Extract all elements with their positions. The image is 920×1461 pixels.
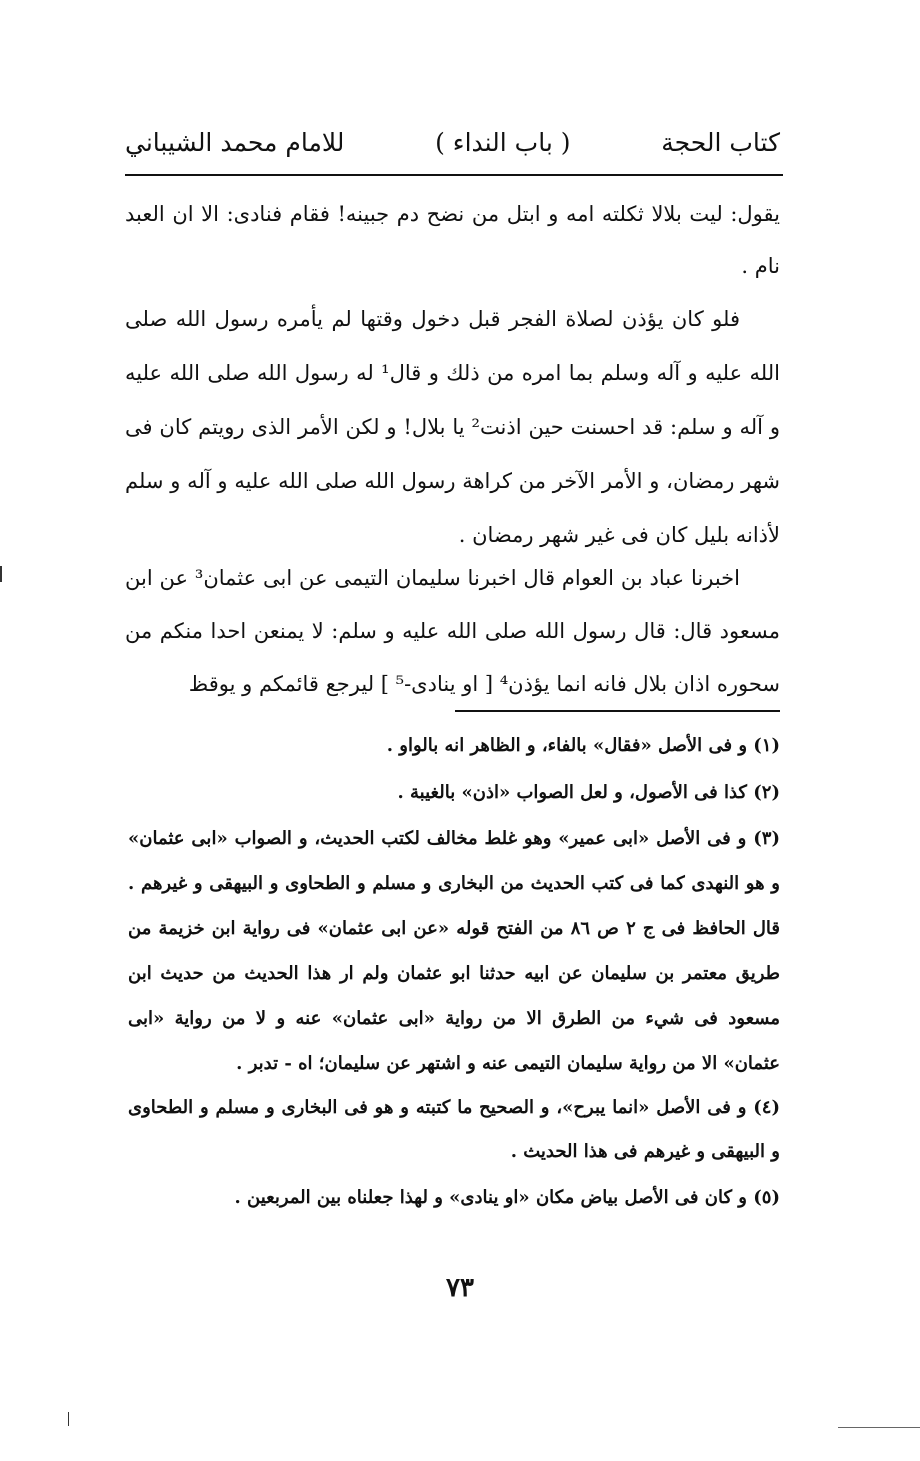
footnote-4: (٤) و فى الأصل «انما يبرح»، و الصحيح ما كتبته و هو فى البخارى و مسلم و الطحاوى و البيهقى و غيرهم فى هذا الحديث .: [128, 1097, 780, 1162]
running-header: [125, 120, 780, 164]
footnote-2: (٢) كذا فى الأصول، و لعل الصواب «اذن» بالغيبة .: [397, 782, 780, 803]
scan-artifact-line: [838, 1427, 920, 1428]
body-paragraph-2: فلو كان يؤذن لصلاة الفجر قبل دخول وقتها لم يأمره رسول الله صلى الله عليه و آله وسلم بما امره من ذلك و قال¹ له رسول الله صلى الله عليه و آله و سلم: قد احسنت حين اذنت² يا بلال! و لكن الأمر الذى رويتم كان فى شهر رمضان، و الأمر الآخر من كراهة رسول الله صلى الله عليه و آله و سلم لأذانه بليل كان فى غير شهر رمضان .: [125, 307, 781, 547]
scan-artifact-mark: [68, 1412, 69, 1426]
body-paragraph-1: يقول: ليت بلالا ثكلته امه و ابتل من نضح دم جبينه! فقام فنادى: الا ان العبد نام .: [125, 202, 780, 278]
body-paragraph-3: اخبرنا عباد بن العوام قال اخبرنا سليمان التيمى عن ابى عثمان³ عن ابن مسعود قال: قال رسول الله صلى الله عليه و سلم: لا يمنعن احدا منكم من سحوره اذان بلال فانه انما يؤذن⁴ [ او ينادى-⁵ ] ليرجع قائمكم و يوقظ: [125, 566, 780, 696]
footnote-rule: [455, 710, 780, 712]
header-author: للامام محمد الشيباني: [125, 127, 345, 157]
footnotes: [128, 722, 780, 1221]
page-number: ٧٣: [446, 1273, 474, 1303]
footnote-1: (١) و فى الأصل «فقال» بالفاء، و الظاهر انه بالواو .: [386, 735, 780, 756]
header-chapter-title: ( باب النداء ): [435, 127, 571, 157]
header-book-title: كتاب الحجة: [661, 127, 780, 157]
header-rule: [125, 174, 783, 176]
footnote-3: (٣) و فى الأصل «ابى عمير» وهو غلط مخالف لكتب الحديث، و الصواب «ابى عثمان» و هو النهدى كما فى كتب الحديث من البخارى و مسلم و الطحاوى و البيهقى و غيرهم . قال الحافظ فى ج ٢ ص ٨٦ من الفتح قوله «عن ابى عثمان» فى رواية ابن خزيمة من طريق معتمر بن سليمان عن ابيه حدثنا ابو عثمان ولم ار هذا الحديث من حديث ابن مسعود فى شيء من الطرق الا من رواية «ابى عثمان» عنه و لا من رواية «ابى عثمان» الا من رواية سليمان التيمى عنه و اشتهر عن سليمان؛ اه - تدبر .: [128, 828, 781, 1074]
footnote-5: (٥) و كان فى الأصل بياض مكان «او ينادى» و لهذا جعلناه بين المربعين .: [234, 1187, 780, 1208]
scan-artifact-mark: [0, 566, 2, 582]
